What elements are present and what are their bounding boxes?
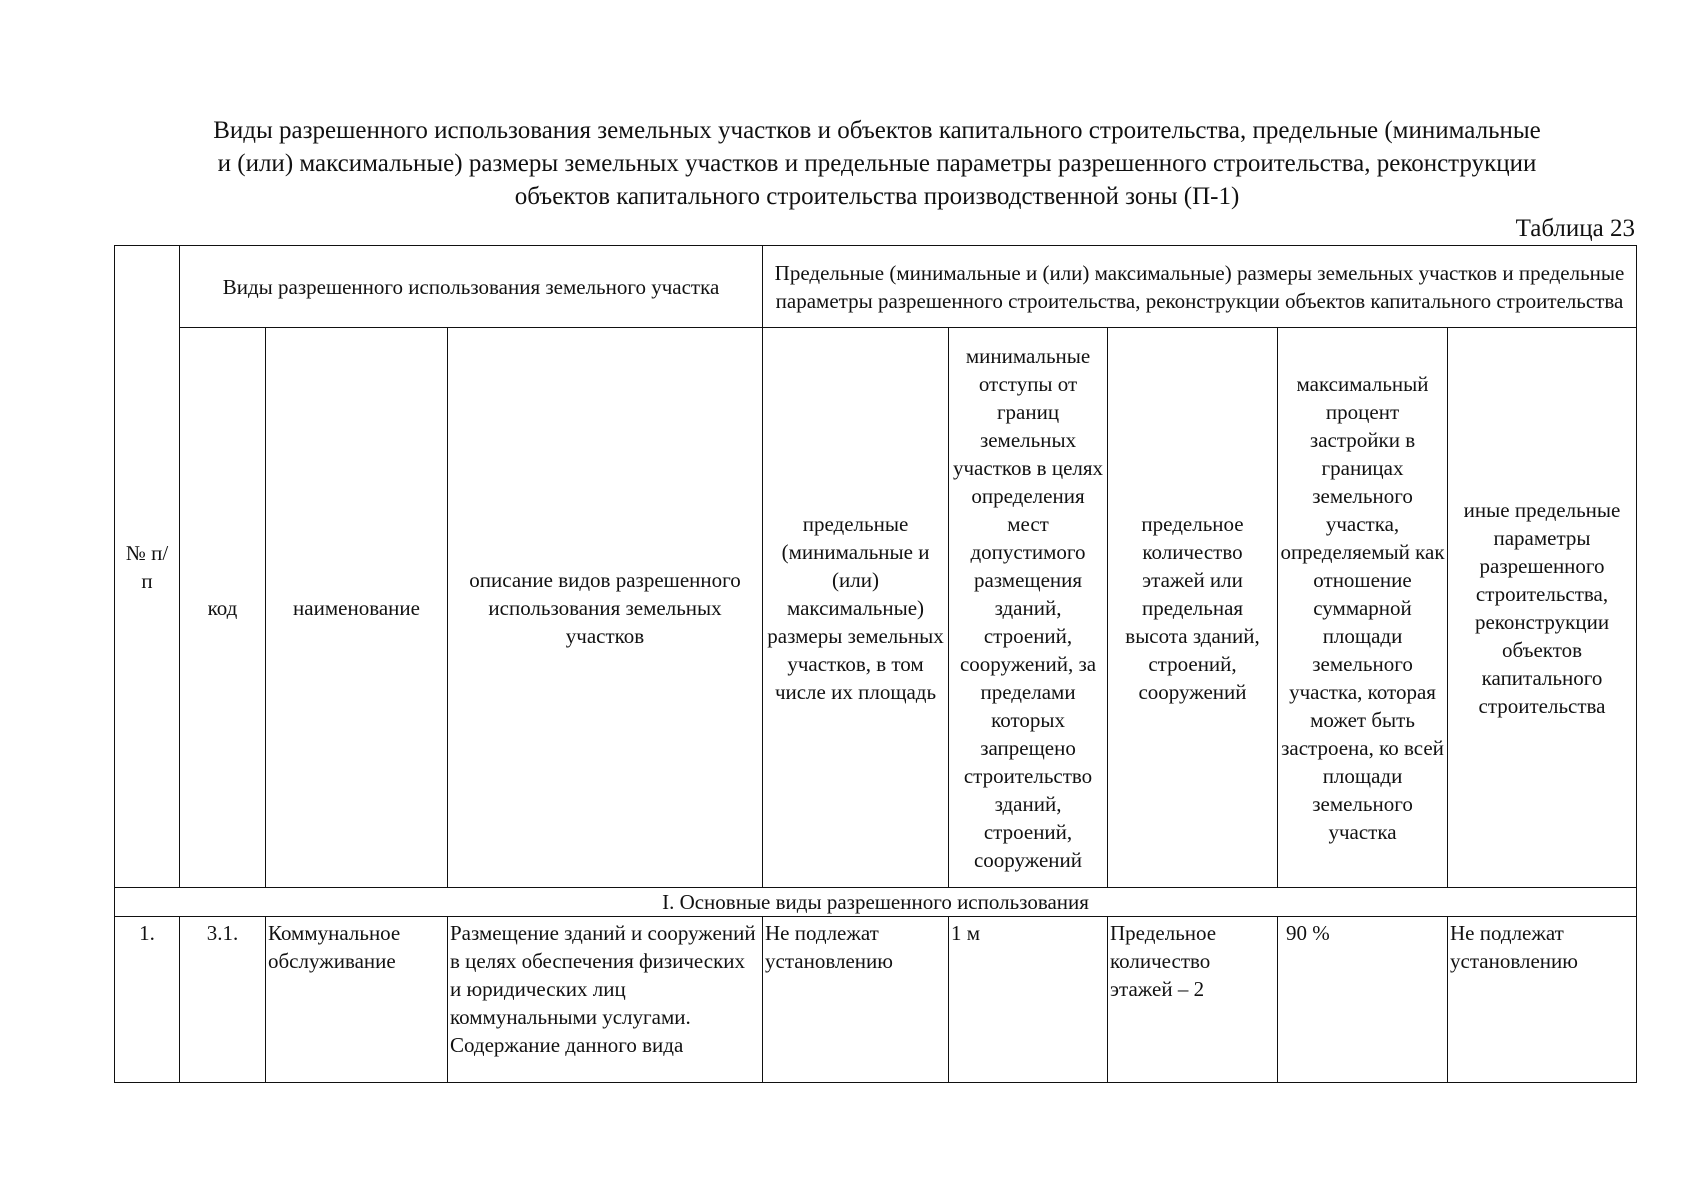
title-line: объектов капитального строительства производственной зоны (П-1) [514, 183, 1240, 210]
table-row [115, 917, 1637, 1083]
section-row [115, 888, 1637, 917]
header-group-params: Предельные (минимальные и (или) максимальные) размеры земельных участков и предельные параметры разрешенного строительства, реконструкции объектов капитального строительства [763, 246, 1637, 328]
row-other: Не подлежат установлению [1448, 917, 1637, 1083]
title-line: и (или) максимальные) размеры земельных участков и предельные параметры разрешенного строительства, реконструкции [217, 150, 1537, 177]
row-name: Коммунальное обслуживание [266, 917, 448, 1083]
header-setbacks: минимальные отступы от границ земельных участков в целях определения мест допустимого размещения зданий, строений, сооружений, за пределами которых запрещено строительство зданий, строений, сооружений [949, 328, 1108, 888]
section-title: I. Основные виды разрешенного использования [115, 888, 1637, 917]
row-description: Размещение зданий и сооружений в целях обеспечения физических и юридических лиц коммунальными услугами. Содержание данного вида [448, 917, 763, 1083]
row-coverage: 90 % [1278, 917, 1448, 1083]
header-group-use: Виды разрешенного использования земельного участка [180, 246, 763, 328]
header-size: предельные (минимальные и (или) максимальные) размеры земельных участков, в том числе их площадь [763, 328, 949, 888]
row-num: 1. [115, 917, 180, 1083]
row-size: Не подлежат установлению [763, 917, 949, 1083]
document-title [116, 114, 1638, 213]
land-use-table [114, 245, 1637, 1083]
header-row-columns [115, 328, 1637, 888]
table-number-label: Таблица 23 [1515, 215, 1635, 242]
header-row-group [115, 246, 1637, 328]
header-description: описание видов разрешенного использования земельных участков [448, 328, 763, 888]
row-code: 3.1. [180, 917, 266, 1083]
header-other: иные предельные параметры разрешенного строительства, реконструкции объектов капитального строительства [1448, 328, 1637, 888]
row-floors: Предельное количество этажей – 2 [1108, 917, 1278, 1083]
header-num: № п/п [115, 246, 180, 888]
title-line: Виды разрешенного использования земельных участков и объектов капитального строительства, предельные (минимальные [213, 117, 1541, 144]
header-floors: предельное количество этажей или предельная высота зданий, строений, сооружений [1108, 328, 1278, 888]
header-name: наименование [266, 328, 448, 888]
header-coverage: максимальный процент застройки в границах земельного участка, определяемый как отношение суммарной площади земельного участка, которая может быть застроена, ко всей площади земельного участка [1278, 328, 1448, 888]
header-code: код [180, 328, 266, 888]
row-setbacks: 1 м [949, 917, 1108, 1083]
